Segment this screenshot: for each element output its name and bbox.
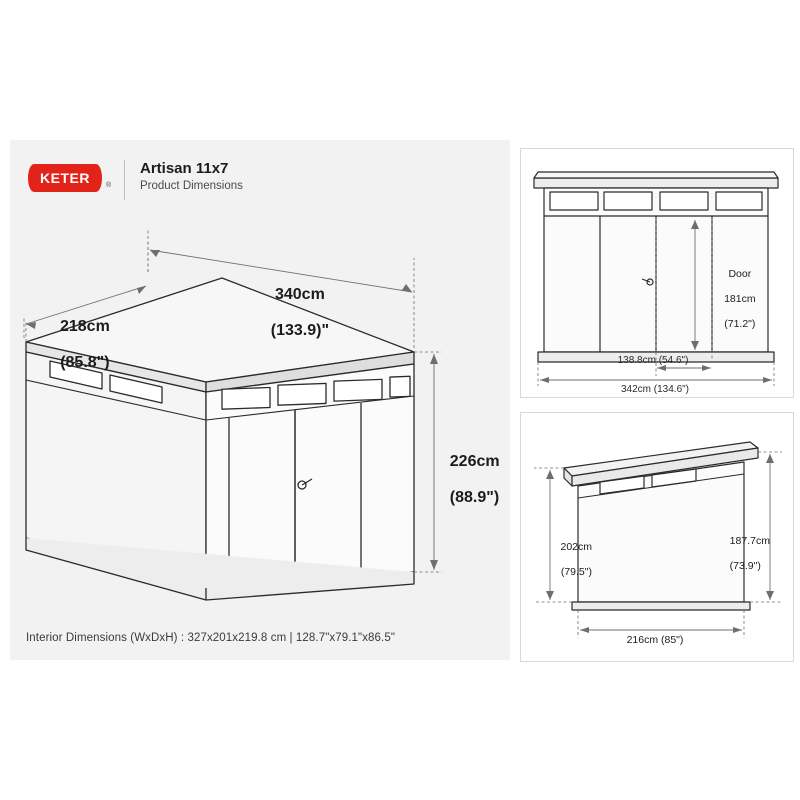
label-side-height-left: 202cm (79.5") [560,540,592,578]
label-side-height-right: 187.7cm (73.9") [729,534,770,572]
keter-logo: KETER [28,164,102,192]
label-door-height: Door 181cm (71.2") [724,267,756,330]
label-side-depth: 216cm (85") [626,634,684,646]
registered-mark: ® [106,182,112,189]
page-title: Artisan 11x7 [140,160,229,177]
page-subtitle: Product Dimensions [140,180,243,192]
label-overall-height: 226cm (88.9") [449,453,500,506]
label-front-overall-width: 342cm (134.6") [620,384,690,395]
label-overall-depth: 218cm (85.8") [59,318,110,371]
brand-divider [124,160,125,200]
interior-dimensions-text: Interior Dimensions (WxDxH) : 327x201x219.8 cm | 128.7"x79.1"x86.5" [26,632,396,644]
label-overall-width: 340cm (133.9)" [270,286,330,339]
brand-header [28,160,488,208]
label-door-opening-width: 138.8cm (54.6") [617,355,689,366]
